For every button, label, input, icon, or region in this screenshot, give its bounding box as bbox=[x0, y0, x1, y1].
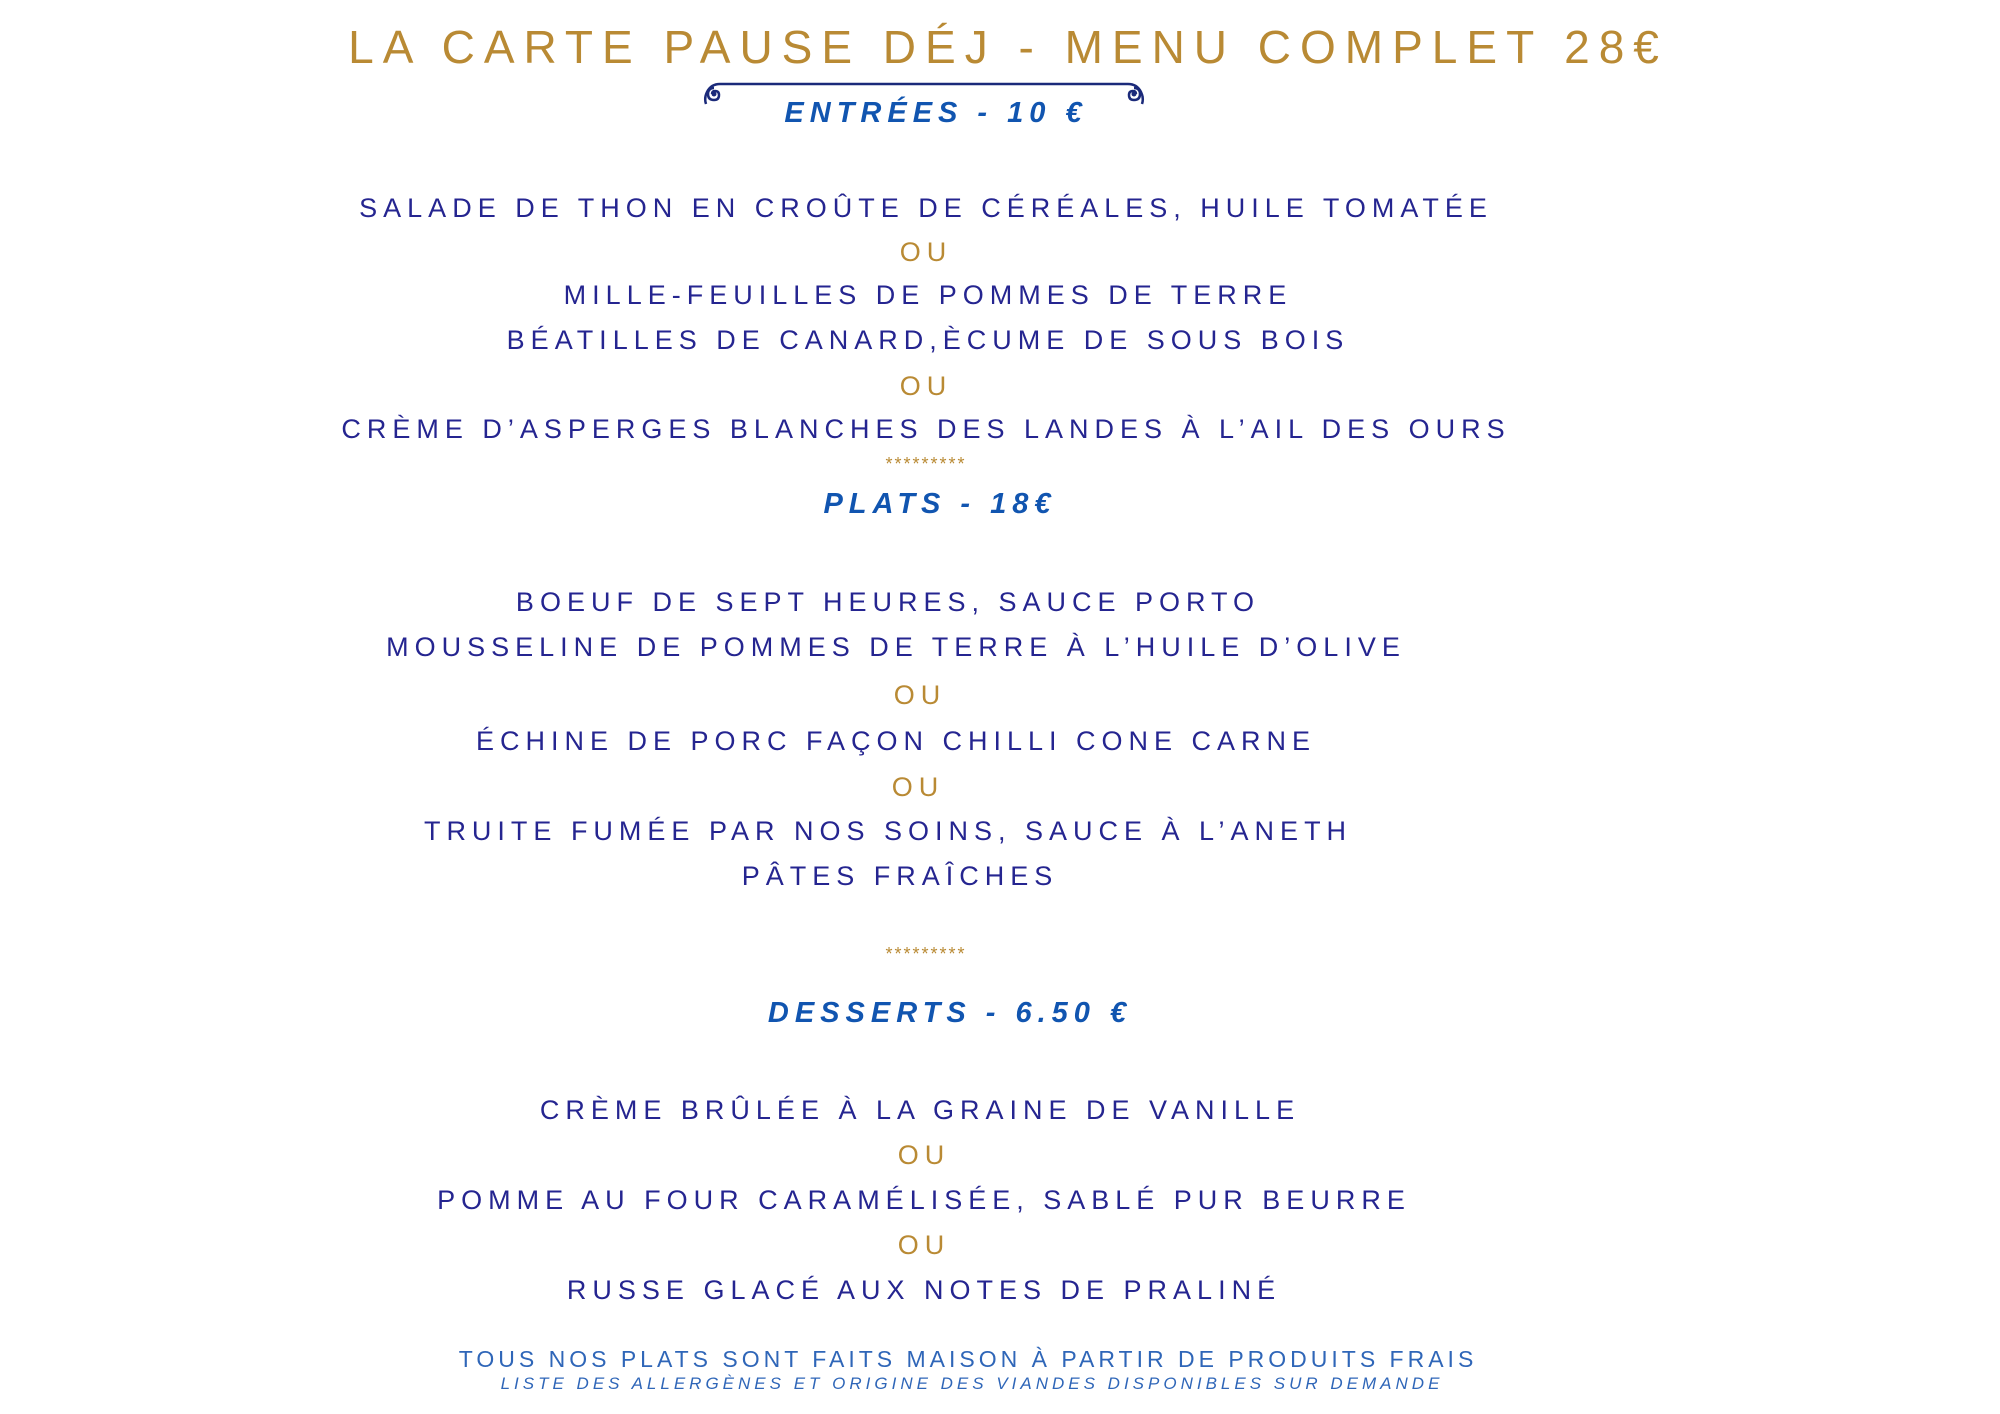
footer-homemade-note: TOUS NOS PLATS SONT FAITS MAISON À PARTIR DE PRODUITS FRAIS bbox=[458, 1346, 1478, 1372]
dish-item: CRÈME D’ASPERGES BLANCHES DES LANDES À L’AIL DES OURS bbox=[341, 414, 1511, 444]
menu-title: LA CARTE PAUSE DÉJ - MENU COMPLET 28€ bbox=[348, 21, 1668, 73]
dish-item: MOUSSELINE DE POMMES DE TERRE À L’HUILE D’OLIVE bbox=[386, 632, 1406, 662]
dish-item: MILLE-FEUILLES DE POMMES DE TERRE bbox=[563, 280, 1293, 310]
dish-item: ÉCHINE DE PORC FAÇON CHILLI CONE CARNE bbox=[475, 726, 1317, 756]
footer-allergen-note: LISTE DES ALLERGÈNES ET ORIGINE DES VIANDES DISPONIBLES SUR DEMANDE bbox=[500, 1374, 1444, 1393]
dish-item: SALADE DE THON EN CROÛTE DE CÉRÉALES, HUILE TOMATÉE bbox=[359, 193, 1493, 223]
section-separator: ********* bbox=[885, 454, 967, 474]
section-heading-entrees: ENTRÉES - 10 € bbox=[784, 97, 1088, 129]
dish-item: CRÈME BRÛLÉE À LA GRAINE DE VANILLE bbox=[539, 1095, 1301, 1125]
dish-item: PÂTES FRAÎCHES bbox=[741, 861, 1059, 891]
or-separator: OU bbox=[891, 772, 945, 802]
or-separator: OU bbox=[899, 371, 953, 401]
dish-item: RUSSE GLACÉ AUX NOTES DE PRALINÉ bbox=[566, 1275, 1282, 1305]
dish-item: BÉATILLES DE CANARD,ÈCUME DE SOUS BOIS bbox=[506, 325, 1350, 355]
or-separator: OU bbox=[899, 237, 953, 267]
section-separator: ********* bbox=[885, 944, 967, 964]
section-heading-desserts: DESSERTS - 6.50 € bbox=[767, 997, 1133, 1029]
or-separator: OU bbox=[893, 680, 947, 710]
or-separator: OU bbox=[897, 1140, 951, 1170]
dish-item: BOEUF DE SEPT HEURES, SAUCE PORTO bbox=[515, 587, 1261, 617]
dish-item: POMME AU FOUR CARAMÉLISÉE, SABLÉ PUR BEURRE bbox=[437, 1185, 1411, 1215]
dish-item: TRUITE FUMÉE PAR NOS SOINS, SAUCE À L’ANETH bbox=[423, 816, 1353, 846]
or-separator: OU bbox=[897, 1230, 951, 1260]
section-heading-plats: PLATS - 18€ bbox=[823, 488, 1057, 520]
